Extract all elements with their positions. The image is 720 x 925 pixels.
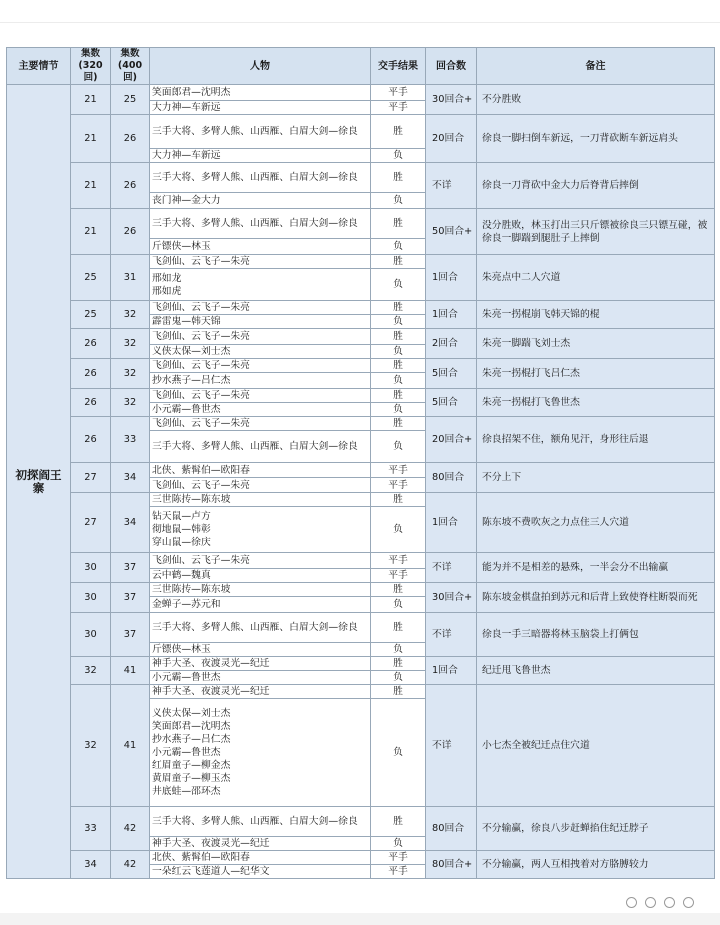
person-name: 小元霸—鲁世杰 xyxy=(152,747,221,758)
person-name: 义侠太保—刘士杰 xyxy=(152,708,231,719)
notes-cell xyxy=(477,209,715,255)
table-row xyxy=(7,493,715,507)
table-row xyxy=(7,417,715,431)
result-cell: 胜 xyxy=(371,301,426,315)
result-cell: 平手 xyxy=(371,569,426,583)
people-cell xyxy=(150,478,371,493)
person-name: 神手大圣、夜渡灵光—纪迁 xyxy=(152,658,270,669)
person-name: 三手大将、多臂人熊、山西雁、白眉大剑—徐良 xyxy=(152,218,358,229)
note-line: 徐良一脚扫倒车新远，一刀背砍断车新远肩头 xyxy=(482,133,678,144)
rounds-cell: 不详 xyxy=(426,553,477,583)
header-rounds: 回合数 xyxy=(426,48,477,85)
people-cell xyxy=(150,807,371,837)
episode-320-cell: 30 xyxy=(71,583,111,613)
people-cell xyxy=(150,389,371,403)
page-dot[interactable] xyxy=(626,897,637,908)
note-line: 陈东坡金棋盘拍到苏元和后背上致使脊柱断裂而死 xyxy=(482,592,698,603)
result-cell: 平手 xyxy=(371,478,426,493)
people-cell xyxy=(150,301,371,315)
notes-cell xyxy=(477,417,715,463)
episode-320-cell: 26 xyxy=(71,417,111,463)
table-row xyxy=(7,389,715,403)
person-name: 飞剑仙、云飞子—朱亮 xyxy=(152,302,250,313)
table-row xyxy=(7,583,715,597)
result-cell: 平手 xyxy=(371,101,426,115)
people-cell xyxy=(150,101,371,115)
person-name: 三世陈抟—陈东坡 xyxy=(152,494,231,505)
header-episode-400 xyxy=(111,48,150,85)
result-cell: 胜 xyxy=(371,493,426,507)
episode-320-cell: 21 xyxy=(71,209,111,255)
people-cell xyxy=(150,699,371,807)
table-row xyxy=(7,613,715,643)
note-line: 朱亮点中二人穴道 xyxy=(482,272,561,283)
episode-320-cell: 25 xyxy=(71,255,111,301)
result-cell: 负 xyxy=(371,269,426,301)
notes-cell xyxy=(477,115,715,163)
episode-320-cell: 30 xyxy=(71,553,111,583)
table-row xyxy=(7,851,715,865)
note-line: 朱亮一拐棍崩飞韩天锦的棍 xyxy=(482,309,600,320)
episode-400-cell: 37 xyxy=(111,613,150,657)
rounds-cell: 1回合 xyxy=(426,301,477,329)
header-people: 人物 xyxy=(150,48,371,85)
rounds-cell: 5回合 xyxy=(426,359,477,389)
result-cell: 负 xyxy=(371,597,426,613)
person-name: 北侠、紫髯伯—欧阳春 xyxy=(152,852,250,863)
result-cell: 平手 xyxy=(371,851,426,865)
episode-400-cell: 42 xyxy=(111,807,150,851)
result-cell: 胜 xyxy=(371,583,426,597)
episode-400-cell: 37 xyxy=(111,553,150,583)
people-cell xyxy=(150,209,371,239)
notes-cell xyxy=(477,463,715,493)
people-cell xyxy=(150,315,371,329)
rounds-cell: 80回合 xyxy=(426,463,477,493)
note-line: 不分上下 xyxy=(482,472,522,483)
header-episode-320 xyxy=(71,48,111,85)
top-divider xyxy=(0,22,720,23)
person-name: 飞剑仙、云飞子—朱亮 xyxy=(152,418,250,429)
people-cell xyxy=(150,553,371,569)
people-cell xyxy=(150,671,371,685)
note-line: 徐良招架不住，额角见汗，身形往后退 xyxy=(482,434,649,445)
person-name: 义侠太保—刘士杰 xyxy=(152,346,231,357)
result-cell: 胜 xyxy=(371,209,426,239)
rounds-cell: 不详 xyxy=(426,613,477,657)
fight-record-table xyxy=(6,47,715,879)
person-name: 抄水燕子—吕仁杰 xyxy=(152,375,231,386)
episode-400-cell: 26 xyxy=(111,163,150,209)
episode-400-cell: 25 xyxy=(111,85,150,115)
person-name: 抄水燕子—吕仁杰 xyxy=(152,734,231,745)
notes-cell xyxy=(477,359,715,389)
note-line: 不分胜败 xyxy=(482,94,522,105)
notes-cell xyxy=(477,163,715,209)
person-name: 一朵红云飞莲道人—纪华文 xyxy=(152,866,270,877)
table-row xyxy=(7,553,715,569)
page-indicator xyxy=(626,897,694,908)
header-episode-400-top: 集数 xyxy=(120,48,140,59)
people-cell xyxy=(150,403,371,417)
table-row xyxy=(7,359,715,373)
table-row xyxy=(7,115,715,149)
header-episode-400-bottom: (400回) xyxy=(117,60,143,83)
people-cell xyxy=(150,149,371,163)
person-name: 三手大将、多臂人熊、山西雁、白眉大剑—徐良 xyxy=(152,126,358,137)
person-name: 三手大将、多臂人熊、山西雁、白眉大剑—徐良 xyxy=(152,622,358,633)
result-cell: 负 xyxy=(371,373,426,389)
header-result: 交手结果 xyxy=(371,48,426,85)
note-line: 徐良一脚踹到腿肚子上摔倒 xyxy=(482,232,600,244)
people-cell xyxy=(150,417,371,431)
person-name: 丧门神—金大力 xyxy=(152,195,221,206)
person-name: 邢如龙 xyxy=(152,272,182,284)
people-cell xyxy=(150,837,371,851)
episode-320-cell: 21 xyxy=(71,85,111,115)
episode-320-cell: 32 xyxy=(71,685,111,807)
people-cell xyxy=(150,239,371,255)
notes-cell xyxy=(477,613,715,657)
episode-400-cell: 41 xyxy=(111,685,150,807)
rounds-cell: 5回合 xyxy=(426,389,477,417)
episode-400-cell: 34 xyxy=(111,493,150,553)
note-line: 徐良一手三暗器将林玉脑袋上打俩包 xyxy=(482,629,639,640)
rounds-cell: 80回合 xyxy=(426,807,477,851)
table-row xyxy=(7,255,715,269)
person-name: 霹雷鬼—韩天锦 xyxy=(152,316,221,327)
result-cell: 负 xyxy=(371,699,426,807)
result-cell: 平手 xyxy=(371,865,426,879)
result-cell: 胜 xyxy=(371,115,426,149)
result-cell: 负 xyxy=(371,431,426,463)
people-cell xyxy=(150,613,371,643)
result-cell: 平手 xyxy=(371,463,426,478)
episode-400-cell: 32 xyxy=(111,301,150,329)
people-cell xyxy=(150,463,371,478)
episode-400-cell: 32 xyxy=(111,389,150,417)
episode-400-cell: 31 xyxy=(111,255,150,301)
person-name: 神手大圣、夜渡灵光—纪迁 xyxy=(152,838,270,849)
rounds-cell: 20回合+ xyxy=(426,417,477,463)
result-cell: 负 xyxy=(371,643,426,657)
note-line: 朱亮一拐棍打飞鲁世杰 xyxy=(482,397,580,408)
note-line: 不分输赢，徐良八步赶蝉掐住纪迁脖子 xyxy=(482,823,649,834)
table-row xyxy=(7,209,715,239)
people-cell xyxy=(150,85,371,101)
people-cell xyxy=(150,269,371,301)
people-cell xyxy=(150,493,371,507)
episode-320-cell: 21 xyxy=(71,163,111,209)
person-name: 云中鹤—魏真 xyxy=(152,570,211,581)
result-cell: 负 xyxy=(371,403,426,417)
rounds-cell: 2回合 xyxy=(426,329,477,359)
person-name: 笑面郎君—沈明杰 xyxy=(152,87,231,98)
notes-cell xyxy=(477,685,715,807)
people-cell xyxy=(150,685,371,699)
notes-cell xyxy=(477,493,715,553)
person-name: 大力神—车新远 xyxy=(152,102,221,113)
people-cell xyxy=(150,255,371,269)
person-name: 钻天鼠—卢方 xyxy=(152,511,211,522)
person-name: 穿山鼠—徐庆 xyxy=(152,537,211,548)
result-cell: 胜 xyxy=(371,417,426,431)
episode-400-cell: 26 xyxy=(111,115,150,163)
person-name: 飞剑仙、云飞子—朱亮 xyxy=(152,555,250,566)
rounds-cell: 80回合+ xyxy=(426,851,477,879)
rounds-cell: 50回合+ xyxy=(426,209,477,255)
result-cell: 负 xyxy=(371,671,426,685)
people-cell xyxy=(150,431,371,463)
table-row xyxy=(7,685,715,699)
header-plot: 主要情节 xyxy=(7,48,71,85)
people-cell xyxy=(150,597,371,613)
people-cell xyxy=(150,851,371,865)
episode-320-cell: 34 xyxy=(71,851,111,879)
episode-320-cell: 26 xyxy=(71,329,111,359)
episode-320-cell: 33 xyxy=(71,807,111,851)
result-cell: 胜 xyxy=(371,163,426,193)
result-cell: 胜 xyxy=(371,255,426,269)
person-name: 飞剑仙、云飞子—朱亮 xyxy=(152,331,250,342)
rounds-cell: 30回合+ xyxy=(426,583,477,613)
episode-320-cell: 30 xyxy=(71,613,111,657)
person-name: 井底蛙—邵环杰 xyxy=(152,786,221,797)
person-name: 飞剑仙、云飞子—朱亮 xyxy=(152,479,250,491)
table-row xyxy=(7,163,715,193)
rounds-cell: 不详 xyxy=(426,163,477,209)
person-name: 彻地鼠—韩彰 xyxy=(152,524,211,535)
people-cell xyxy=(150,865,371,879)
notes-cell xyxy=(477,389,715,417)
episode-320-cell: 25 xyxy=(71,301,111,329)
episode-400-cell: 26 xyxy=(111,209,150,255)
note-line: 徐良一刀背砍中金大力后脊背后摔倒 xyxy=(482,180,639,191)
rounds-cell: 1回合 xyxy=(426,255,477,301)
table-row xyxy=(7,329,715,345)
notes-cell xyxy=(477,301,715,329)
table-row xyxy=(7,807,715,837)
page-dot[interactable] xyxy=(645,897,656,908)
result-cell: 胜 xyxy=(371,329,426,345)
result-cell: 负 xyxy=(371,315,426,329)
people-cell xyxy=(150,657,371,671)
header-episode-320-top: 集数 xyxy=(80,48,100,59)
rounds-cell: 不详 xyxy=(426,685,477,807)
person-name: 三手大将、多臂人熊、山西雁、白眉大剑—徐良 xyxy=(152,172,358,183)
table-row xyxy=(7,85,715,101)
person-name: 北侠、紫髯伯—欧阳春 xyxy=(152,464,250,476)
episode-400-cell: 34 xyxy=(111,463,150,493)
person-name: 飞剑仙、云飞子—朱亮 xyxy=(152,360,250,371)
notes-cell xyxy=(477,583,715,613)
notes-cell xyxy=(477,85,715,115)
header-notes: 备注 xyxy=(477,48,715,85)
result-cell: 胜 xyxy=(371,685,426,699)
bottom-bar xyxy=(0,913,720,925)
episode-320-cell: 26 xyxy=(71,359,111,389)
people-cell xyxy=(150,163,371,193)
result-cell: 胜 xyxy=(371,807,426,837)
notes-cell xyxy=(477,553,715,583)
result-cell: 胜 xyxy=(371,657,426,671)
notes-cell xyxy=(477,807,715,851)
result-cell: 负 xyxy=(371,507,426,553)
result-cell: 负 xyxy=(371,837,426,851)
result-cell: 胜 xyxy=(371,359,426,373)
result-cell: 负 xyxy=(371,193,426,209)
result-cell: 胜 xyxy=(371,389,426,403)
episode-320-cell: 26 xyxy=(71,389,111,417)
people-cell xyxy=(150,507,371,553)
result-cell: 负 xyxy=(371,345,426,359)
note-line: 没分胜败，林玉打出三只斤镖被徐良三只镖互碰，被 xyxy=(482,219,708,231)
notes-cell xyxy=(477,329,715,359)
page-dot[interactable] xyxy=(664,897,675,908)
person-name: 邢如虎 xyxy=(152,285,182,297)
note-line: 朱亮一拐棍打飞吕仁杰 xyxy=(482,368,580,379)
people-cell xyxy=(150,373,371,389)
notes-cell xyxy=(477,255,715,301)
rounds-cell: 1回合 xyxy=(426,657,477,685)
notes-cell xyxy=(477,657,715,685)
person-name: 金蝉子—苏元和 xyxy=(152,599,221,610)
note-line: 纪迁甩飞鲁世杰 xyxy=(482,665,551,676)
person-name: 红眉童子—柳金杰 xyxy=(152,760,231,771)
table-row xyxy=(7,463,715,478)
rounds-cell: 1回合 xyxy=(426,493,477,553)
page-dot[interactable] xyxy=(683,897,694,908)
episode-400-cell: 32 xyxy=(111,359,150,389)
rounds-cell: 30回合+ xyxy=(426,85,477,115)
note-line: 不分输赢，两人互相拽着对方胳膊较力 xyxy=(482,859,649,870)
episode-400-cell: 37 xyxy=(111,583,150,613)
person-name: 飞剑仙、云飞子—朱亮 xyxy=(152,390,250,401)
people-cell xyxy=(150,193,371,209)
people-cell xyxy=(150,115,371,149)
episode-400-cell: 32 xyxy=(111,329,150,359)
header-episode-320-bottom: (320回) xyxy=(78,60,103,83)
person-name: 笑面郎君—沈明杰 xyxy=(152,721,231,732)
table-header xyxy=(7,48,715,85)
episode-320-cell: 21 xyxy=(71,115,111,163)
person-name: 三手大将、多臂人熊、山西雁、白眉大剑—徐良 xyxy=(152,816,358,827)
rounds-cell: 20回合 xyxy=(426,115,477,163)
people-cell xyxy=(150,569,371,583)
episode-320-cell: 27 xyxy=(71,493,111,553)
person-name: 斤镖侠—林玉 xyxy=(152,241,211,252)
person-name: 小元霸—鲁世杰 xyxy=(152,404,221,415)
result-cell: 胜 xyxy=(371,613,426,643)
people-cell xyxy=(150,359,371,373)
episode-400-cell: 33 xyxy=(111,417,150,463)
person-name: 大力神—车新远 xyxy=(152,150,221,161)
result-cell: 负 xyxy=(371,149,426,163)
table-body xyxy=(7,85,715,879)
people-cell xyxy=(150,643,371,657)
person-name: 神手大圣、夜渡灵光—纪迁 xyxy=(152,686,270,697)
table-row xyxy=(7,657,715,671)
person-name: 小元霸—鲁世杰 xyxy=(152,672,221,683)
person-name: 斤镖侠—林玉 xyxy=(152,644,211,655)
note-line: 陈东坡不费吹灰之力点住三人穴道 xyxy=(482,517,629,528)
result-cell: 平手 xyxy=(371,85,426,101)
section-plot: 初探阎王寨 xyxy=(7,85,71,879)
person-name: 三手大将、多臂人熊、山西雁、白眉大剑—徐良 xyxy=(152,441,358,452)
person-name: 黄眉童子—柳玉杰 xyxy=(152,773,231,784)
person-name: 飞剑仙、云飞子—朱亮 xyxy=(152,256,250,267)
result-cell: 负 xyxy=(371,239,426,255)
episode-320-cell: 32 xyxy=(71,657,111,685)
person-name: 三世陈抟—陈东坡 xyxy=(152,584,231,595)
notes-cell xyxy=(477,851,715,879)
people-cell xyxy=(150,345,371,359)
note-line: 小七杰全被纪迁点住穴道 xyxy=(482,740,590,751)
note-line: 朱亮一脚踹飞刘士杰 xyxy=(482,338,571,349)
people-cell xyxy=(150,329,371,345)
people-cell xyxy=(150,583,371,597)
episode-400-cell: 42 xyxy=(111,851,150,879)
result-cell: 平手 xyxy=(371,553,426,569)
table-row xyxy=(7,301,715,315)
note-line: 能为并不是相差的悬殊，一半会分不出输赢 xyxy=(482,562,669,573)
episode-320-cell: 27 xyxy=(71,463,111,493)
episode-400-cell: 41 xyxy=(111,657,150,685)
